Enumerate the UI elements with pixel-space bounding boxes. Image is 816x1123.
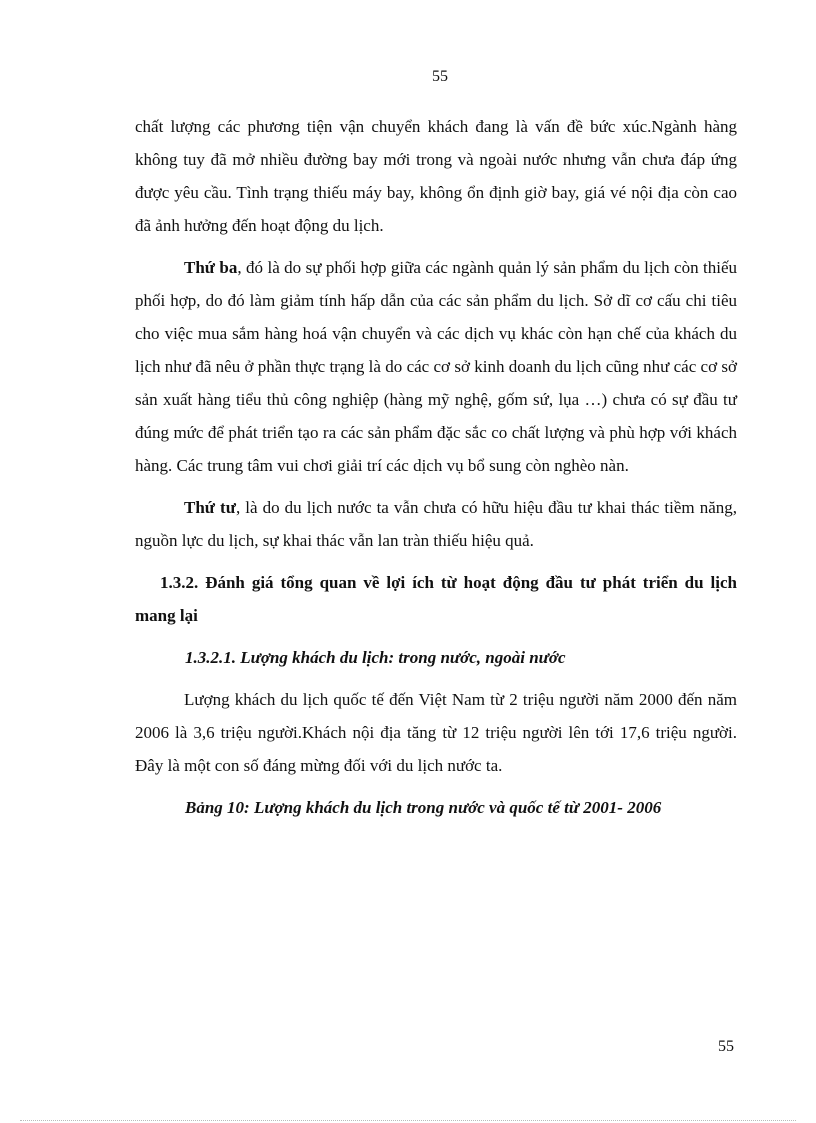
section-heading: 1.3.2. Đánh giá tổng quan về lợi ích từ hoạt động đầu tư phát triển du lịch mang lại <box>135 573 737 625</box>
paragraph-third-reason <box>135 251 737 482</box>
paragraph-third-text: , đó là do sự phối hợp giữa các ngành quản lý sản phẩm du lịch còn thiếu phối hợp, do đó làm giảm tính hấp dẫn của các sản phẩm du lịch. Sở dĩ cơ cấu chi tiêu cho việc mua sắm hàng hoá vận chuyển và các dịch vụ khác còn hạn chế của khách du lịch như đã nêu ở phần thực trạng là do các cơ sở kinh doanh du lịch cũng như các cơ sở sản xuất hàng tiểu thủ công nghiệp (hàng mỹ nghệ, gốm sứ, lụa …) chưa có sự đầu tư đúng mức để phát triển tạo ra các sản phẩm đặc sắc co chất lượng và phù hợp với khách hàng. Các trung tâm vui chơi giải trí các dịch vụ bổ sung còn nghèo nàn. <box>135 258 737 475</box>
paragraph-visitor-numbers: Lượng khách du lịch quốc tế đến Việt Nam từ 2 triệu người năm 2000 đến năm 2006 là 3,6 triệu người.Khách nội địa tăng từ 12 triệu người lên tới 17,6 triệu người. Đây là một con số đáng mừng đối với du lịch nước ta. <box>135 690 737 775</box>
paragraph-fourth-label: Thứ tư <box>184 498 236 517</box>
paragraph-fourth-text: , là do du lịch nước ta vẫn chưa có hữu hiệu đầu tư khai thác tiềm năng, nguồn lực du lịch, sự khai thác vẫn lan tràn thiếu hiệu quả. <box>135 498 738 550</box>
subsection-heading: 1.3.2.1. Lượng khách du lịch: trong nước, ngoài nước <box>185 648 566 667</box>
page-number-top: 55 <box>432 68 448 85</box>
paragraph-fourth-reason <box>135 491 737 557</box>
paragraph-third-label: Thứ ba <box>184 258 238 277</box>
table-caption: Bảng 10: Lượng khách du lịch trong nước và quốc tế từ 2001- 2006 <box>185 798 662 817</box>
page-number-bottom: 55 <box>718 1038 734 1055</box>
document-body <box>135 110 737 824</box>
paragraph-transport: chất lượng các phương tiện vận chuyển khách đang là vấn đề bức xúc.Ngành hàng không tuy đã mở nhiều đường bay mới trong và ngoài nước nhưng vẫn chưa đáp ứng được yêu cầu. Tình trạng thiếu máy bay, không ổn định giờ bay, giá vé nội địa còn cao đã ảnh hưởng đến hoạt động du lịch. <box>135 117 737 235</box>
page-bottom-divider <box>20 1120 796 1121</box>
